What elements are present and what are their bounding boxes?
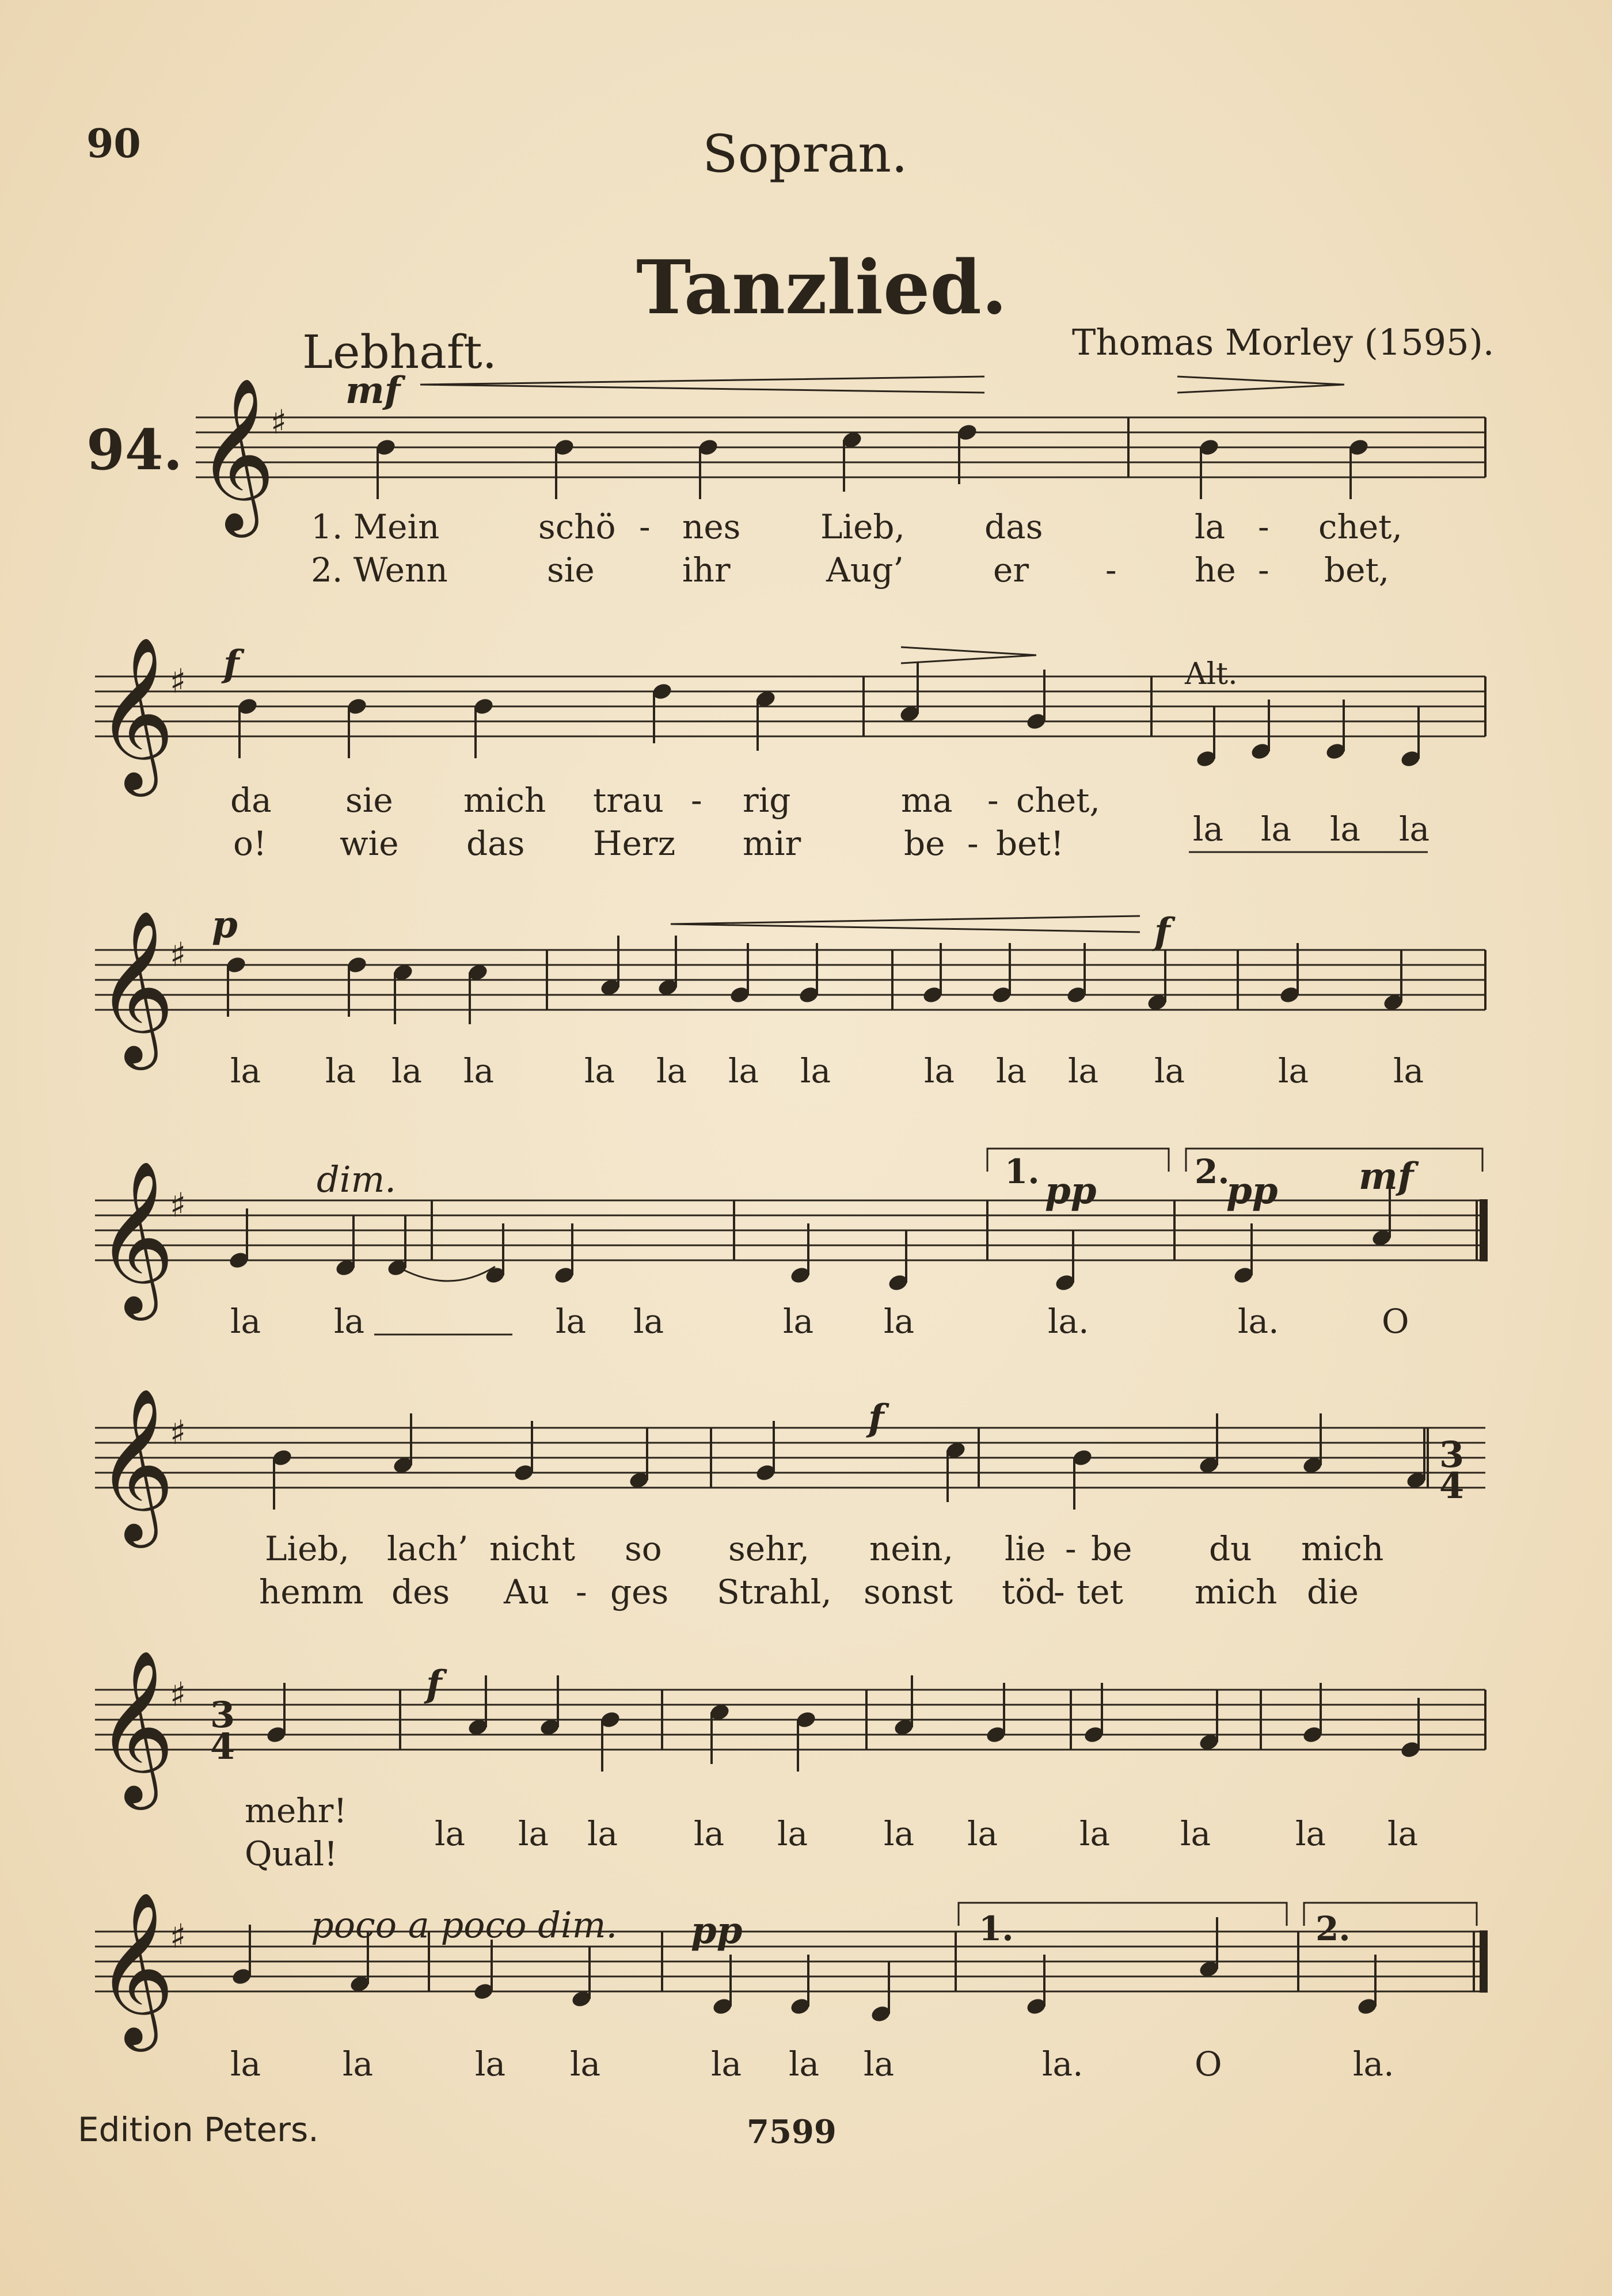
lyric: - [691, 781, 702, 820]
lyric-alto: la [1193, 809, 1224, 849]
lyric: la [967, 1814, 998, 1853]
key-signature-sharp-icon: ♯ [170, 1917, 187, 1956]
plate-number: 7599 [747, 2113, 837, 2151]
treble-clef-icon: 𝄞 [96, 636, 174, 790]
lyrics-system-1 [311, 507, 1402, 590]
time-signature-denominator: 4 [1439, 1465, 1465, 1507]
crescendo-hairpin [420, 377, 984, 393]
lyric: la [884, 1814, 915, 1853]
lyric: du [1209, 1529, 1252, 1568]
lyric: ges [610, 1572, 669, 1611]
lyric: la [777, 1814, 808, 1853]
lyric: la [656, 1051, 687, 1090]
volta-2: 2. [1195, 1152, 1230, 1191]
lyric: - [1258, 507, 1269, 546]
lyric: lie [1005, 1529, 1046, 1568]
volta-bracket [1186, 1149, 1482, 1172]
lyric: 2. Wenn [311, 550, 448, 590]
lyric: O [1195, 2044, 1222, 2084]
lyric: nes [682, 507, 741, 546]
treble-clef-icon: 𝄞 [197, 377, 275, 531]
lyric: la. [1238, 1302, 1279, 1341]
lyric: wie [340, 824, 399, 863]
time-signature-numerator: 3 [1439, 1434, 1465, 1476]
volta-2: 2. [1316, 1909, 1351, 1948]
lyric: la [1393, 1051, 1424, 1090]
dynamic-mf: mf [345, 369, 401, 412]
lyric: la. [1353, 2044, 1394, 2084]
lyric: bet, [1324, 550, 1390, 590]
lyric: la [570, 2044, 601, 2084]
lyric: la [435, 1814, 466, 1853]
lyric: Lieb, [265, 1529, 349, 1568]
piece-number: 94. [86, 417, 183, 482]
lyric: - [987, 781, 999, 820]
final-barline [1481, 1932, 1486, 1991]
lyric-alto: la [1330, 809, 1361, 849]
lyric: la [1195, 507, 1226, 546]
lyric: la [1068, 1051, 1099, 1090]
lyric: la [587, 1814, 618, 1853]
lyric: la [391, 1051, 423, 1090]
lyric: die [1307, 1572, 1359, 1611]
lyric: sonst [864, 1572, 953, 1611]
lyric: er [993, 550, 1029, 590]
dynamic-f: f [868, 1397, 884, 1440]
lyrics-system-5 [259, 1529, 1383, 1611]
barlines [400, 417, 1486, 1991]
treble-clef-icon: 𝄞 [96, 1891, 174, 2045]
key-signature-sharp-icon: ♯ [170, 1413, 187, 1452]
crescendo-hairpin [671, 916, 1140, 932]
lyric: be [1091, 1529, 1132, 1568]
lyric: - [1065, 1529, 1077, 1568]
lyric: la [584, 1051, 615, 1090]
lyric: la. [1042, 2044, 1083, 2084]
lyric: Lieb, [820, 507, 905, 546]
lyric: sie [345, 781, 393, 820]
dynamic-pp: pp [1226, 1169, 1278, 1212]
lyric: mehr! [245, 1791, 347, 1830]
key-signature-sharp-icon: ♯ [170, 662, 187, 701]
lyric: ihr [682, 550, 731, 590]
lyric: be [904, 824, 945, 863]
lyric: töd [1002, 1572, 1057, 1611]
treble-clef-icon: 𝄞 [96, 1388, 174, 1541]
lyrics-system-3 [230, 1051, 1424, 1090]
lyric: la [924, 1051, 955, 1090]
lyric: - [1105, 550, 1117, 590]
lyric: - [1054, 1572, 1065, 1611]
lyric: 1. Mein [311, 507, 440, 546]
lyric: schö [538, 507, 616, 546]
hairpins-and-slurs [374, 377, 1482, 1926]
lyric: O [1382, 1302, 1409, 1341]
key-signature-sharp-icon: ♯ [271, 402, 287, 442]
time-signature-numerator: 3 [210, 1694, 235, 1736]
lyric: ma [901, 781, 953, 820]
dynamic-f: f [1154, 910, 1170, 953]
lyric: nein, [869, 1529, 954, 1568]
lyric: la [518, 1814, 549, 1853]
lyric: la [556, 1302, 587, 1341]
dynamic-f: f [223, 643, 239, 686]
lyric: bet! [996, 824, 1064, 863]
lyric: la [1079, 1814, 1111, 1853]
dynamic-f: f [426, 1663, 442, 1706]
lyrics-system-6 [245, 1791, 1418, 1873]
decrescendo-hairpin [901, 647, 1036, 663]
treble-clef-icon: 𝄞 [96, 1160, 174, 1314]
lyric: das [984, 507, 1043, 546]
dynamic-mf: mf [1359, 1155, 1414, 1198]
lyric: o! [233, 824, 267, 863]
lyric: mich [463, 781, 546, 820]
lyric: la [789, 2044, 820, 2084]
tie-slur [397, 1267, 495, 1281]
lyric: la [1387, 1814, 1419, 1853]
lyric: Qual! [245, 1834, 338, 1873]
lyric: trau [593, 781, 664, 820]
volta-1: 1. [979, 1909, 1014, 1948]
lyric: des [391, 1572, 450, 1611]
lyric: la [230, 2044, 261, 2084]
lyric: la [1278, 1051, 1309, 1090]
lyric: la. [1048, 1302, 1089, 1341]
lyric: la [1154, 1051, 1185, 1090]
dynamic-p: p [212, 903, 238, 946]
lyric: - [967, 824, 979, 863]
lyric: tet [1077, 1572, 1123, 1611]
lyric: rig [743, 781, 791, 820]
lyric: la [728, 1051, 759, 1090]
lyric: la [884, 1302, 915, 1341]
treble-clef-icon: 𝄞 [96, 910, 174, 1063]
lyric: da [230, 781, 272, 820]
lyric: la [864, 2044, 895, 2084]
lyrics-system-7 [230, 2044, 1394, 2084]
lyric: sie [547, 550, 595, 590]
lyric: nicht [489, 1529, 576, 1568]
lyric: la [711, 2044, 742, 2084]
lyric: hemm [259, 1572, 364, 1611]
lyric: lach’ [387, 1529, 469, 1568]
tempo-marking: Lebhaft. [302, 325, 497, 379]
lyric: chet, [1016, 781, 1100, 820]
lyric: la [996, 1051, 1027, 1090]
lyric: he [1195, 550, 1236, 590]
page-number: 90 [86, 121, 141, 167]
lyric: la [800, 1051, 831, 1090]
final-barline [1481, 1200, 1486, 1260]
lyric: la [475, 2044, 506, 2084]
lyric: Aug’ [826, 550, 904, 590]
lyric: la [463, 1051, 495, 1090]
lyric-alto: la [1261, 809, 1292, 849]
lyric: la [633, 1302, 664, 1341]
lyric: la [343, 2044, 374, 2084]
lyric: mich [1195, 1572, 1278, 1611]
lyric: - [1258, 550, 1269, 590]
lyric: - [576, 1572, 587, 1611]
lyric: chet, [1318, 507, 1402, 546]
lyric: la [230, 1302, 261, 1341]
lyric-alto: la [1399, 809, 1430, 849]
lyrics-system-2 [230, 781, 1429, 863]
treble-clef-icon: 𝄞 [96, 1649, 174, 1803]
lyric: mich [1301, 1529, 1384, 1568]
lyric: la [694, 1814, 725, 1853]
dynamic-pp: pp [691, 1909, 743, 1952]
voice-heading: Sopran. [702, 124, 908, 184]
volta-1: 1. [1005, 1152, 1040, 1191]
lyric: la [783, 1302, 814, 1341]
lyric: das [466, 824, 525, 863]
lyric: la [334, 1302, 365, 1341]
time-signature-denominator: 4 [210, 1725, 235, 1767]
dynamic-pp: pp [1045, 1169, 1097, 1212]
lyric: la [1295, 1814, 1326, 1853]
lyric: Au [504, 1572, 550, 1611]
lyric: so [625, 1529, 662, 1568]
decrescendo-hairpin [1177, 377, 1344, 393]
key-signature-sharp-icon: ♯ [170, 1185, 187, 1225]
dynamic-poco-a-poco-dim: poco a poco dim. [311, 1904, 618, 1946]
key-signature-sharp-icon: ♯ [170, 1675, 187, 1714]
lyric: sehr, [728, 1529, 810, 1568]
lyric: Herz [593, 824, 676, 863]
lyric: la [1180, 1814, 1211, 1853]
alto-label: Alt. [1185, 657, 1238, 691]
dynamic-dim: dim. [317, 1158, 397, 1200]
lyric: Strahl, [717, 1572, 832, 1611]
lyric: la [325, 1051, 356, 1090]
lyric: mir [743, 824, 801, 863]
notes [225, 423, 1428, 2024]
publisher-footer: Edition Peters. [78, 2110, 319, 2149]
lyric: la [230, 1051, 261, 1090]
composer-credit: Thomas Morley (1595). [1072, 321, 1495, 363]
key-signature-sharp-icon: ♯ [170, 935, 187, 974]
lyric: - [639, 507, 651, 546]
song-title: Tanzlied. [636, 245, 1008, 331]
